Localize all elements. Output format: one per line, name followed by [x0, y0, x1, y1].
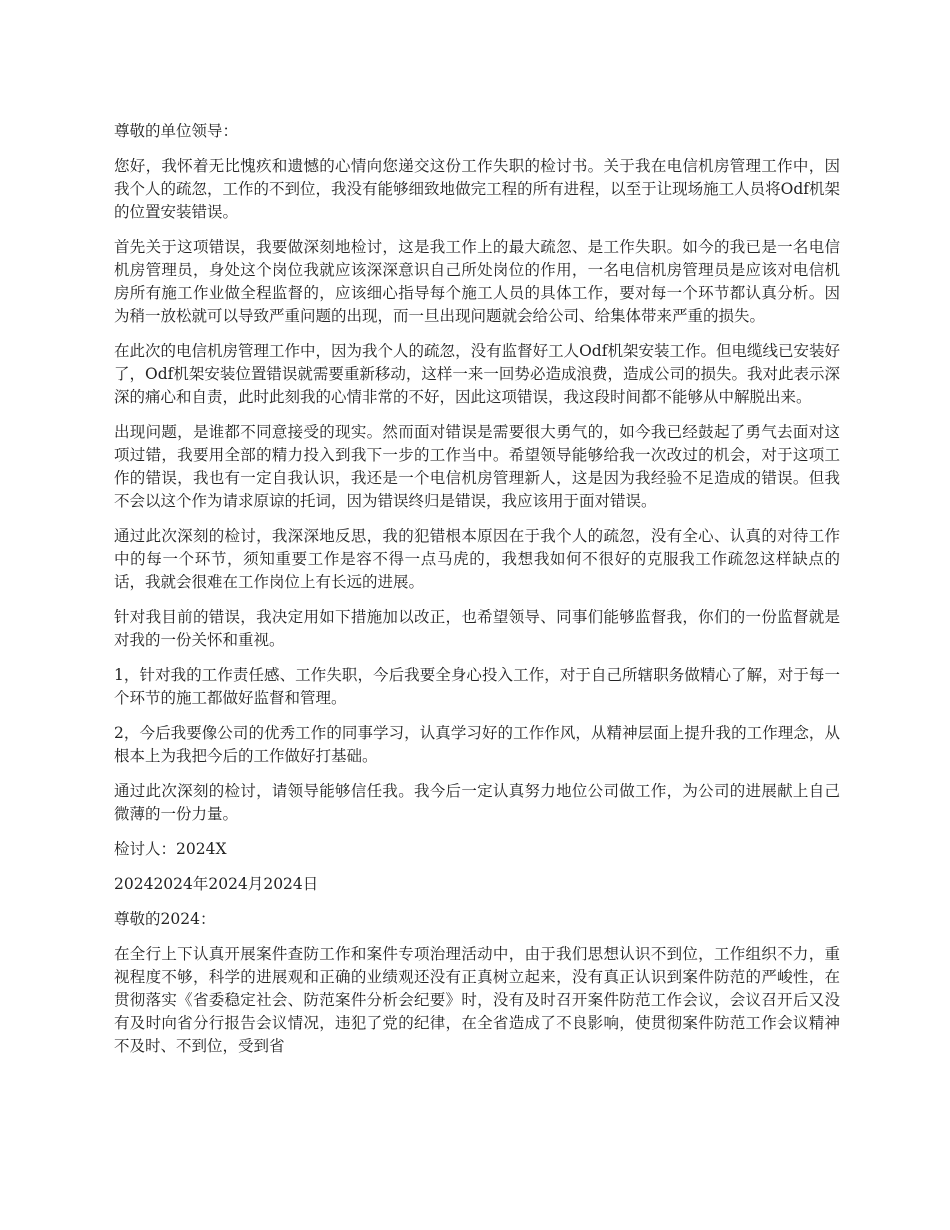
list-item: 2，今后我要像公司的优秀工作的同事学习，认真学习好的工作作风，从精神层面上提升我的工作理念，从根本上为我把今后的工作做好打基础。	[114, 724, 840, 765]
salutation: 尊敬的单位领导：	[114, 122, 239, 140]
signature-line: 检讨人：2024X	[114, 840, 227, 858]
paragraph: 针对我目前的错误，我决定用如下措施加以改正，也希望领导、同事们能够监督我，你们的一份监督就是对我的一份关怀和重视。	[114, 608, 840, 649]
paragraph: 在此次的电信机房管理工作中，因为我个人的疏忽，没有监督好工人Odf机架安装工作。但电缆线已安装好了，Odf机架安装位置错误就需要重新移动，这样一来一回势必造成浪费，造成公司的损失。我对此表示深深的痛心和自责，此时此刻我的心情非常的不好，因此这项错误，我这段时间都不能够从中解脱出来。	[114, 342, 840, 406]
list-item: 1，针对我的工作责任感、工作失职，今后我要全身心投入工作，对于自己所辖职务做精心了解，对于每一个环节的施工都做好监督和管理。	[114, 666, 840, 707]
paragraph: 通过此次深刻的检讨，请领导能够信任我。我今后一定认真努力地位公司做工作，为公司的进展献上自己微薄的一份力量。	[114, 782, 840, 823]
salutation: 尊敬的2024：	[114, 910, 216, 928]
document-body	[114, 120, 840, 1070]
date-line: 20242024年2024月2024日	[114, 875, 319, 893]
paragraph: 首先关于这项错误，我要做深刻地检讨，这是我工作上的最大疏忽、是工作失职。如今的我已是一名电信机房管理员，身处这个岗位我就应该深深意识自己所处岗位的作用，一名电信机房管理员是应该对电信机房所有施工作业做全程监督的，应该细心指导每个施工人员的具体工作，要对每一个环节都认真分析。因为稍一放松就可以导致严重问题的出现，而一旦出现问题就会给公司、给集体带来严重的损失。	[114, 238, 840, 325]
paragraph: 通过此次深刻的检讨，我深深地反思，我的犯错根本原因在于我个人的疏忽，没有全心、认真的对待工作中的每一个环节，须知重要工作是容不得一点马虎的，我想我如何不很好的克服我工作疏忽这样缺点的话，我就会很难在工作岗位上有长远的进展。	[114, 527, 840, 591]
paragraph: 出现问题，是谁都不同意接受的现实。然而面对错误是需要很大勇气的，如今我已经鼓起了勇气去面对这项过错，我要用全部的精力投入到我下一步的工作当中。希望领导能够给我一次改过的机会，对于这项工作的错误，我也有一定自我认识，我还是一个电信机房管理新人，这是因为我经验不足造成的错误。但我不会以这个作为请求原谅的托词，因为错误终归是错误，我应该用于面对错误。	[114, 423, 840, 510]
paragraph: 您好，我怀着无比愧疚和遗憾的心情向您递交这份工作失职的检讨书。关于我在电信机房管理工作中，因我个人的疏忽，工作的不到位，我没有能够细致地做完工程的所有进程，以至于让现场施工人员将Odf机架的位置安装错误。	[114, 157, 840, 221]
paragraph: 在全行上下认真开展案件查防工作和案件专项治理活动中，由于我们思想认识不到位，工作组织不力，重视程度不够，科学的进展观和正确的业绩观还没有正真树立起来，没有真正认识到案件防范的严峻性，在贯彻落实《省委稳定社会、防范案件分析会纪要》时，没有及时召开案件防范工作会议，会议召开后又没有及时向省分行报告会议情况，违犯了党的纪律，在全省造成了不良影响，使贯彻案件防范工作会议精神不及时、不到位，受到省	[114, 945, 840, 1055]
